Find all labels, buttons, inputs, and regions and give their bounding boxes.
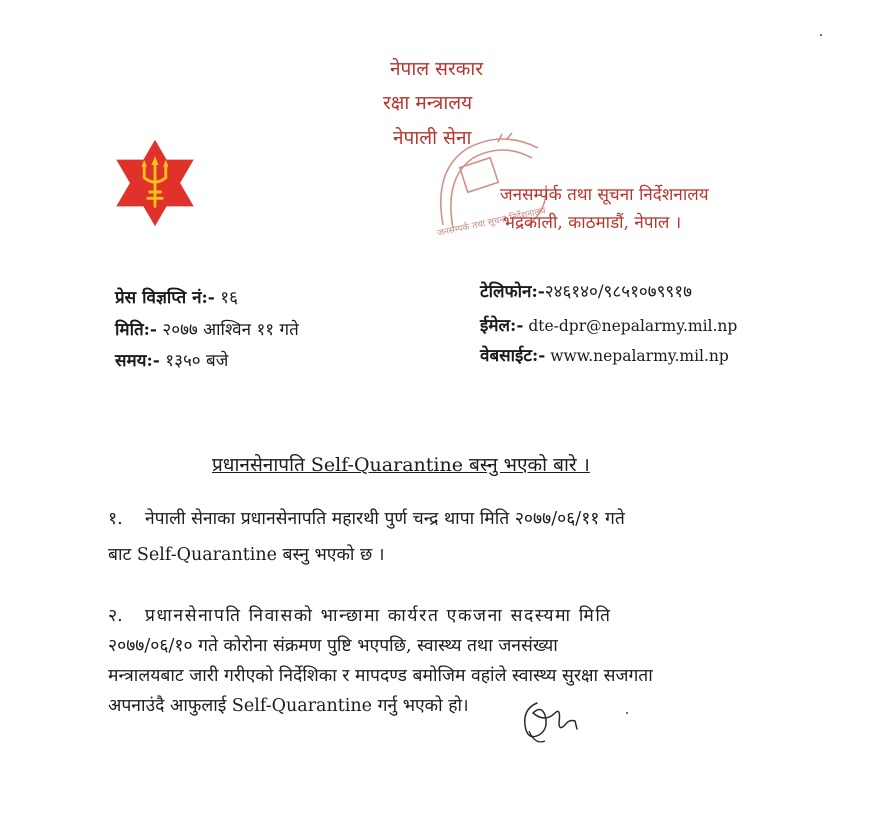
email-label: ईमेल:- [480, 316, 524, 336]
paragraph-line: प्रधानसेनापति निवासको भान्छामा कार्यरत एकजना सदस्यमा मिति [144, 606, 612, 626]
letterhead-government: नेपाल सरकार [390, 58, 484, 80]
press-number-value: १६ [220, 288, 238, 308]
paragraph-line: नेपाली सेनाका प्रधानसेनापति महारथी पुर्ण चन्द्र थापा मिति २०७७/०६/११ गते [144, 509, 625, 529]
contact-website [480, 343, 729, 366]
press-number [115, 285, 238, 308]
phone-label: टेलिफोन:- [480, 282, 545, 302]
press-date-value: २०७७ आश्विन ११ गते [162, 320, 299, 340]
email-value[interactable]: dte-dpr@nepalarmy.mil.np [528, 317, 738, 335]
press-date-label: मिति:- [115, 320, 157, 340]
website-label: वेबसाईट:- [480, 346, 546, 366]
paragraph-1 [108, 506, 788, 568]
paragraph-line: बाट Self-Quarantine बस्नु भएको छ । [108, 545, 385, 565]
paragraph-number: २. [108, 606, 123, 626]
website-value[interactable]: www.nepalarmy.mil.np [550, 347, 729, 365]
handwritten-signature [515, 695, 585, 750]
nepal-army-emblem-icon [110, 138, 200, 228]
press-time [115, 348, 228, 371]
scan-speck [626, 712, 628, 714]
seal-text: जनसम्पर्क तथा सूचना निर्देशनालय [436, 206, 547, 239]
letterhead-address: भद्रकाली, काठमाडौं, नेपाल । [503, 213, 682, 233]
paragraph-line: मन्त्रालयबाट जारी गरीएको निर्देशिका र मापदण्ड बमोजिम वहांले स्वास्थ्य सुरक्षा सजगता [108, 666, 653, 686]
letterhead-office: जनसम्पर्क तथा सूचना निर्देशनालय [500, 185, 709, 205]
press-number-label: प्रेस विज्ञप्ति नं:- [115, 288, 215, 308]
phone-value: २४६१४०/९८५१०७९९१७ [544, 282, 692, 302]
scan-speck [820, 34, 822, 36]
press-time-value: १३५० बजे [165, 351, 229, 371]
paragraph-number: १. [108, 509, 123, 529]
press-time-label: समय:- [115, 351, 160, 371]
letterhead-ministry: रक्षा मन्त्रालय [383, 92, 473, 114]
contact-phone [480, 279, 692, 302]
paragraph-line: २०७७/०६/१० गते कोरोना संक्रमण पुष्टि भएपछि, स्वास्थ्य तथा जनसंख्या [108, 636, 558, 656]
paragraph-line: अपनाउंदै आफुलाई Self-Quarantine गर्नु भएको हो। [108, 696, 469, 716]
letterhead-army: नेपाली सेना [393, 127, 472, 149]
subject-heading: प्रधानसेनापति Self-Quarantine बस्नु भएको बारे । [212, 454, 590, 476]
contact-email [480, 313, 737, 336]
paragraph-2 [108, 603, 788, 719]
press-date [115, 317, 299, 340]
